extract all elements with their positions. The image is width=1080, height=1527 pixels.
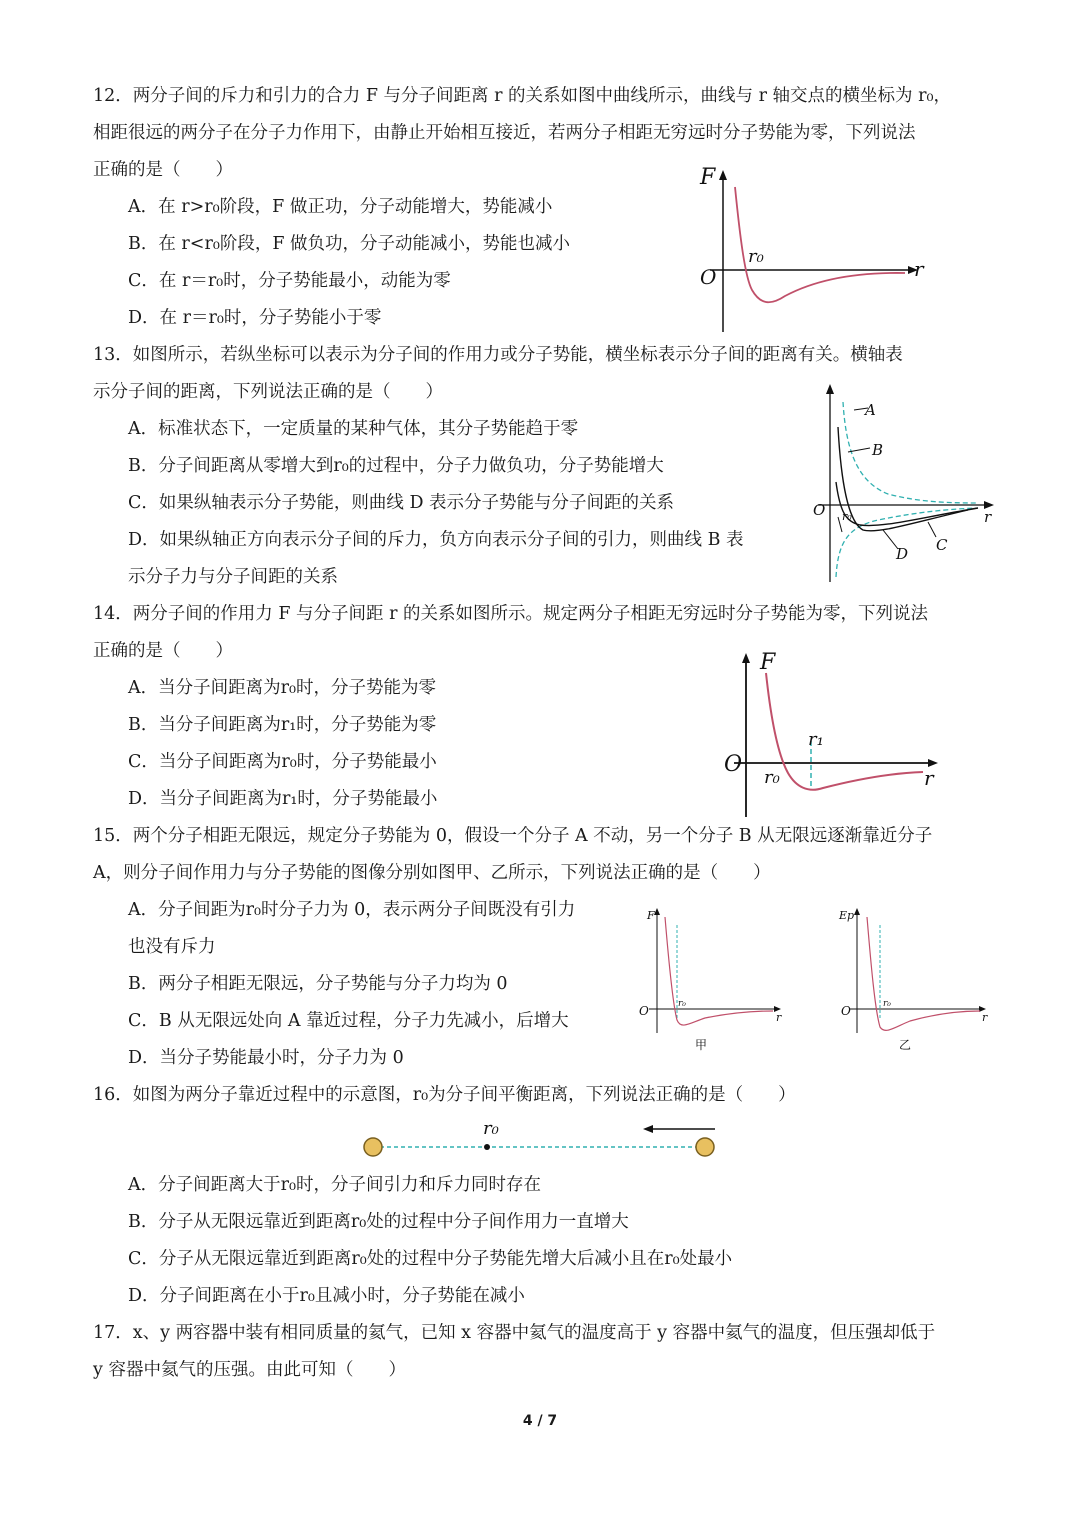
- q13-curve-c-label: C: [936, 536, 948, 554]
- q15-yi-origin: O: [841, 1004, 851, 1018]
- q15-yi-r0: r₀: [883, 999, 891, 1009]
- q12-fig-origin: O: [700, 265, 717, 289]
- q13-curve-b-label: B: [872, 441, 884, 459]
- q13-r0: r₀: [842, 510, 852, 523]
- q13-option-a: A．标准状态下，一定质量的某种气体，其分子势能趋于零: [128, 419, 579, 439]
- q15-option-c: C．B 从无限远处向 A 靠近过程，分子力先减小，后增大: [128, 1011, 569, 1031]
- q14-fig-r1: r₁: [808, 729, 824, 750]
- q15-potential-graph-yi: [835, 905, 995, 1055]
- q14-force-graph: [718, 645, 958, 820]
- q15-option-b: B．两分子相距无限远，分子势能与分子力均为 0: [128, 974, 508, 994]
- q15-jia-x-label: r: [776, 1011, 782, 1024]
- molecule-right: [696, 1138, 714, 1156]
- q14-fig-r0: r₀: [764, 767, 780, 788]
- q13-option-d-cont: 示分子力与分子间距的关系: [128, 567, 338, 587]
- q13-option-d: D．如果纵轴正方向表示分子间的斥力，负方向表示分子间的引力，则曲线 B 表: [128, 530, 744, 550]
- q14-option-c: C．当分子间距离为r₀时，分子势能最小: [128, 752, 437, 772]
- q12-option-a: A．在 r>r₀阶段，F 做正功，分子动能增大，势能减小: [128, 197, 553, 217]
- q12-fig-r0: r₀: [748, 246, 764, 267]
- q15-stem-line1: 15．两个分子相距无限远，规定分子势能为 0，假设一个分子 A 不动，另一个分子 B 从无限远逐渐靠近分子: [93, 826, 933, 846]
- q16-option-a: A．分子间距离大于r₀时，分子间引力和斥力同时存在: [128, 1175, 542, 1195]
- q14-stem-line2: 正确的是（ ）: [93, 641, 233, 661]
- q16-option-b: B．分子从无限远靠近到距离r₀处的过程中分子间作用力一直增大: [128, 1212, 629, 1232]
- q12-fig-y-label: F: [700, 165, 716, 190]
- q15-jia-r0: r₀: [678, 999, 686, 1009]
- q14-option-b: B．当分子间距离为r₁时，分子势能为零: [128, 715, 437, 735]
- q13-stem-line2: 示分子间的距离，下列说法正确的是（ ）: [93, 382, 443, 402]
- q13-option-c: C．如果纵轴表示分子势能，则曲线 D 表示分子势能与分子间距的关系: [128, 493, 675, 513]
- q15-jia-origin: O: [639, 1004, 649, 1018]
- q14-stem-line1: 14．两分子间的作用力 F 与分子间距 r 的关系如图所示。规定两分子相距无穷远时分子势能为零，下列说法: [93, 604, 929, 624]
- q15-force-graph-jia: [635, 905, 790, 1055]
- q12-option-b: B．在 r<r₀阶段，F 做负功，分子动能减小，势能也减小: [128, 234, 571, 254]
- left-arrow-icon: [643, 1125, 653, 1133]
- q13-curve-a-label: A: [865, 401, 876, 419]
- q15-option-a-cont: 也没有斥力: [128, 937, 216, 957]
- q15-jia-caption: 甲: [695, 1038, 708, 1052]
- q14-option-a: A．当分子间距离为r₀时，分子势能为零: [128, 678, 437, 698]
- q15-jia-y-label: F: [647, 909, 655, 922]
- q13-x-label: r: [984, 508, 992, 526]
- q14-option-d: D．当分子间距离为r₁时，分子势能最小: [128, 789, 438, 809]
- q17-stem-line1: 17．x、y 两容器中装有相同质量的氦气，已知 x 容器中氦气的温度高于 y 容器中氦气的温度，但压强却低于: [93, 1323, 936, 1343]
- molecule-left: [364, 1138, 382, 1156]
- q16-option-d: D．分子间距离在小于r₀且减小时，分子势能在减小: [128, 1286, 525, 1306]
- q12-stem-line3: 正确的是（ ）: [93, 160, 233, 180]
- q12-force-graph: [690, 162, 940, 334]
- q13-curve-d-label: D: [896, 545, 909, 563]
- q15-option-d: D．当分子势能最小时，分子力为 0: [128, 1048, 404, 1068]
- q12-option-c: C．在 r＝r₀时，分子势能最小，动能为零: [128, 271, 451, 291]
- q16-fig-r0: r₀: [483, 1118, 499, 1139]
- q17-stem-line2: y 容器中氦气的压强。由此可知（ ）: [93, 1360, 406, 1380]
- page-number: 4 / 7: [522, 1413, 558, 1429]
- q12-fig-x-label: r: [914, 257, 924, 281]
- q14-fig-y-label: F: [760, 650, 776, 675]
- q12-option-d: D．在 r＝r₀时，分子势能小于零: [128, 308, 382, 328]
- q15-yi-caption: 乙: [899, 1038, 912, 1052]
- q13-graph: [808, 382, 998, 586]
- q16-stem-line1: 16．如图为两分子靠近过程中的示意图，r₀为分子间平衡距离，下列说法正确的是（ ）: [93, 1085, 796, 1105]
- q12-stem-line2: 相距很远的两分子在分子力作用下，由静止开始相互接近，若两分子相距无穷远时分子势能为零，下列说法: [93, 123, 916, 143]
- q14-fig-x-label: r: [924, 766, 934, 790]
- q12-stem-line1: 12．两分子间的斥力和引力的合力 F 与分子间距离 r 的关系如图中曲线所示，曲线与 r 轴交点的横坐标为 r₀，: [93, 86, 951, 106]
- q13-option-b: B．分子间距离从零增大到r₀的过程中，分子力做负功，分子势能增大: [128, 456, 664, 476]
- q16-option-c: C．分子从无限远靠近到距离r₀处的过程中分子势能先增大后减小且在r₀处最小: [128, 1249, 733, 1269]
- q15-option-a: A．分子间距为r₀时分子力为 0，表示两分子间既没有引力: [128, 900, 576, 920]
- q13-stem-line1: 13．如图所示，若纵坐标可以表示为分子间的作用力或分子势能，横坐标表示分子间的距离有关。横轴表: [93, 345, 903, 365]
- q15-yi-y-label: Ep: [839, 909, 855, 922]
- q14-fig-origin: O: [724, 752, 743, 777]
- q15-yi-x-label: r: [982, 1011, 988, 1024]
- q16-molecules-diagram: [355, 1112, 725, 1167]
- r0-point: [484, 1144, 490, 1150]
- q13-origin: O: [813, 501, 826, 519]
- q15-stem-line2: A，则分子间作用力与分子势能的图像分别如图甲、乙所示，下列说法正确的是（ ）: [93, 863, 771, 883]
